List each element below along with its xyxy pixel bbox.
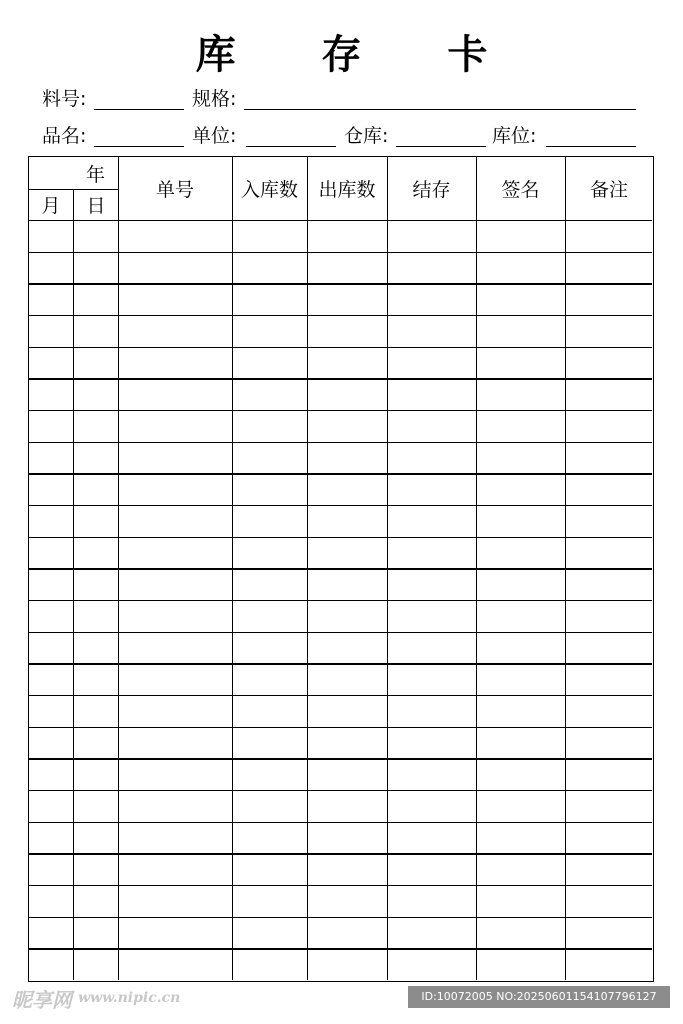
- cell-day[interactable]: [73, 410, 118, 442]
- cell-signature[interactable]: [476, 600, 565, 632]
- header-in-qty: 入库数: [240, 179, 298, 201]
- cell-day[interactable]: [73, 315, 118, 347]
- cell-in-qty[interactable]: [232, 917, 307, 949]
- cell-month[interactable]: [29, 885, 73, 917]
- cell-day[interactable]: [73, 378, 118, 410]
- cell-month[interactable]: [29, 917, 73, 949]
- item-no-label: 料号:: [42, 88, 87, 110]
- item-name-line: [94, 146, 184, 147]
- cell-in-qty[interactable]: [232, 948, 307, 980]
- table-row: [29, 283, 652, 315]
- unit-line: [246, 146, 336, 147]
- cell-doc-no[interactable]: [118, 885, 232, 917]
- cell-doc-no[interactable]: [118, 473, 232, 505]
- table-row: [29, 505, 652, 537]
- cell-out-qty[interactable]: [307, 790, 387, 822]
- warehouse-line: [396, 146, 486, 147]
- cell-doc-no[interactable]: [118, 568, 232, 600]
- cell-remarks[interactable]: [565, 695, 652, 727]
- cell-in-qty[interactable]: [232, 822, 307, 854]
- cell-day[interactable]: [73, 252, 118, 284]
- cell-balance[interactable]: [387, 663, 476, 695]
- cell-month[interactable]: [29, 600, 73, 632]
- cell-day[interactable]: [73, 790, 118, 822]
- table-row: [29, 315, 652, 347]
- location-label: 库位:: [492, 125, 537, 147]
- cell-balance[interactable]: [387, 347, 476, 379]
- cell-day[interactable]: [73, 885, 118, 917]
- cell-in-qty[interactable]: [232, 663, 307, 695]
- cell-in-qty[interactable]: [232, 537, 307, 569]
- cell-out-qty[interactable]: [307, 410, 387, 442]
- unit-label: 单位:: [192, 125, 237, 147]
- cell-out-qty[interactable]: [307, 537, 387, 569]
- header-out-qty: 出库数: [318, 179, 376, 201]
- cell-remarks[interactable]: [565, 505, 652, 537]
- cell-doc-no[interactable]: [118, 790, 232, 822]
- table-row: [29, 347, 652, 379]
- cell-doc-no[interactable]: [118, 758, 232, 790]
- table-row: [29, 758, 652, 790]
- cell-signature[interactable]: [476, 822, 565, 854]
- table-row: [29, 537, 652, 569]
- cell-balance[interactable]: [387, 283, 476, 315]
- cell-out-qty[interactable]: [307, 473, 387, 505]
- cell-out-qty[interactable]: [307, 378, 387, 410]
- cell-out-qty[interactable]: [307, 315, 387, 347]
- warehouse-label: 仓库:: [344, 125, 389, 147]
- cell-month[interactable]: [29, 220, 73, 252]
- cell-day[interactable]: [73, 727, 118, 759]
- warehouse-field[interactable]: [344, 123, 486, 149]
- cell-in-qty[interactable]: [232, 442, 307, 474]
- cell-in-qty[interactable]: [232, 347, 307, 379]
- cell-in-qty[interactable]: [232, 600, 307, 632]
- cell-day[interactable]: [73, 695, 118, 727]
- cell-month[interactable]: [29, 822, 73, 854]
- cell-balance[interactable]: [387, 220, 476, 252]
- cell-out-qty[interactable]: [307, 632, 387, 664]
- cell-signature[interactable]: [476, 283, 565, 315]
- cell-day[interactable]: [73, 632, 118, 664]
- cell-doc-no[interactable]: [118, 853, 232, 885]
- cell-signature[interactable]: [476, 252, 565, 284]
- cell-signature[interactable]: [476, 568, 565, 600]
- cell-signature[interactable]: [476, 220, 565, 252]
- cell-remarks[interactable]: [565, 410, 652, 442]
- cell-doc-no[interactable]: [118, 695, 232, 727]
- cell-month[interactable]: [29, 410, 73, 442]
- cell-remarks[interactable]: [565, 822, 652, 854]
- cell-remarks[interactable]: [565, 252, 652, 284]
- item-name-field[interactable]: [42, 123, 184, 149]
- cell-remarks[interactable]: [565, 632, 652, 664]
- table-row: [29, 442, 652, 474]
- cell-doc-no[interactable]: [118, 315, 232, 347]
- cell-in-qty[interactable]: [232, 315, 307, 347]
- cell-signature[interactable]: [476, 505, 565, 537]
- cell-out-qty[interactable]: [307, 600, 387, 632]
- site-watermark: [12, 986, 180, 1010]
- cell-remarks[interactable]: [565, 537, 652, 569]
- cell-in-qty[interactable]: [232, 790, 307, 822]
- cell-out-qty[interactable]: [307, 568, 387, 600]
- cell-out-qty[interactable]: [307, 220, 387, 252]
- cell-day[interactable]: [73, 822, 118, 854]
- cell-balance[interactable]: [387, 853, 476, 885]
- cell-signature[interactable]: [476, 695, 565, 727]
- cell-out-qty[interactable]: [307, 283, 387, 315]
- cell-month[interactable]: [29, 790, 73, 822]
- inventory-table: [28, 156, 654, 982]
- header-remarks: 备注: [589, 179, 628, 201]
- table-row: [29, 568, 652, 600]
- header-doc-no: 单号: [155, 179, 194, 201]
- cell-remarks[interactable]: [565, 758, 652, 790]
- table-row: [29, 473, 652, 505]
- cell-balance[interactable]: [387, 727, 476, 759]
- cell-doc-no[interactable]: [118, 283, 232, 315]
- cell-month[interactable]: [29, 347, 73, 379]
- header-day: 日: [86, 195, 106, 217]
- cell-month[interactable]: [29, 568, 73, 600]
- cell-signature[interactable]: [476, 885, 565, 917]
- cell-day[interactable]: [73, 568, 118, 600]
- cell-month[interactable]: [29, 378, 73, 410]
- cell-out-qty[interactable]: [307, 442, 387, 474]
- item-no-line: [94, 109, 184, 110]
- cell-signature[interactable]: [476, 410, 565, 442]
- header-balance: 结存: [412, 179, 451, 201]
- table-row: [29, 632, 652, 664]
- spec-field[interactable]: [192, 86, 636, 112]
- spec-label: 规格:: [192, 88, 237, 110]
- cell-month[interactable]: [29, 853, 73, 885]
- cell-in-qty[interactable]: [232, 853, 307, 885]
- cell-in-qty[interactable]: [232, 252, 307, 284]
- cell-signature[interactable]: [476, 442, 565, 474]
- table-row: [29, 600, 652, 632]
- cell-signature[interactable]: [476, 917, 565, 949]
- cell-doc-no[interactable]: [118, 442, 232, 474]
- cell-signature[interactable]: [476, 347, 565, 379]
- cell-balance[interactable]: [387, 790, 476, 822]
- cell-doc-no[interactable]: [118, 378, 232, 410]
- cell-month[interactable]: [29, 283, 73, 315]
- cell-doc-no[interactable]: [118, 347, 232, 379]
- cell-balance[interactable]: [387, 632, 476, 664]
- location-line: [546, 146, 636, 147]
- cell-in-qty[interactable]: [232, 695, 307, 727]
- cell-doc-no[interactable]: [118, 663, 232, 695]
- cell-balance[interactable]: [387, 442, 476, 474]
- cell-signature[interactable]: [476, 853, 565, 885]
- cell-remarks[interactable]: [565, 220, 652, 252]
- cell-day[interactable]: [73, 853, 118, 885]
- cell-out-qty[interactable]: [307, 663, 387, 695]
- cell-day[interactable]: [73, 220, 118, 252]
- cell-balance[interactable]: [387, 568, 476, 600]
- header-signature: 签名: [501, 179, 540, 201]
- cell-month[interactable]: [29, 442, 73, 474]
- table-row: [29, 885, 652, 917]
- cell-balance[interactable]: [387, 600, 476, 632]
- card-title: 库 存 卡: [195, 32, 524, 78]
- cell-in-qty[interactable]: [232, 505, 307, 537]
- cell-month[interactable]: [29, 473, 73, 505]
- cell-remarks[interactable]: [565, 442, 652, 474]
- cell-signature[interactable]: [476, 632, 565, 664]
- cell-day[interactable]: [73, 537, 118, 569]
- cell-signature[interactable]: [476, 663, 565, 695]
- cell-out-qty[interactable]: [307, 505, 387, 537]
- cell-remarks[interactable]: [565, 347, 652, 379]
- cell-in-qty[interactable]: [232, 727, 307, 759]
- table-row: [29, 378, 652, 410]
- cell-day[interactable]: [73, 505, 118, 537]
- cell-balance[interactable]: [387, 410, 476, 442]
- cell-balance[interactable]: [387, 695, 476, 727]
- cell-remarks[interactable]: [565, 885, 652, 917]
- cell-doc-no[interactable]: [118, 537, 232, 569]
- table-row: [29, 727, 652, 759]
- cell-balance[interactable]: [387, 378, 476, 410]
- cell-doc-no[interactable]: [118, 252, 232, 284]
- cell-remarks[interactable]: [565, 917, 652, 949]
- cell-in-qty[interactable]: [232, 758, 307, 790]
- header-month: 月: [41, 195, 61, 217]
- header-year: 年: [85, 163, 105, 186]
- cell-doc-no[interactable]: [118, 727, 232, 759]
- cell-month[interactable]: [29, 727, 73, 759]
- table-row: [29, 790, 652, 822]
- cell-balance[interactable]: [387, 473, 476, 505]
- item-name-label: 品名:: [42, 125, 87, 147]
- table-row: [29, 663, 652, 695]
- cell-in-qty[interactable]: [232, 632, 307, 664]
- cell-out-qty[interactable]: [307, 917, 387, 949]
- cell-month[interactable]: [29, 315, 73, 347]
- cell-balance[interactable]: [387, 948, 476, 980]
- table-row: [29, 948, 652, 980]
- cell-month[interactable]: [29, 663, 73, 695]
- cell-remarks[interactable]: [565, 378, 652, 410]
- cell-day[interactable]: [73, 758, 118, 790]
- cell-remarks[interactable]: [565, 315, 652, 347]
- table-row: [29, 853, 652, 885]
- cell-in-qty[interactable]: [232, 568, 307, 600]
- cell-day[interactable]: [73, 473, 118, 505]
- cell-day[interactable]: [73, 600, 118, 632]
- cell-signature[interactable]: [476, 758, 565, 790]
- cell-out-qty[interactable]: [307, 727, 387, 759]
- cell-doc-no[interactable]: [118, 220, 232, 252]
- cell-signature[interactable]: [476, 727, 565, 759]
- cell-out-qty[interactable]: [307, 758, 387, 790]
- table-row: [29, 220, 652, 252]
- item-no-field[interactable]: [42, 86, 184, 112]
- cell-out-qty[interactable]: [307, 695, 387, 727]
- cell-in-qty[interactable]: [232, 473, 307, 505]
- cell-balance[interactable]: [387, 315, 476, 347]
- cell-month[interactable]: [29, 252, 73, 284]
- table-row: [29, 410, 652, 442]
- location-field[interactable]: [492, 123, 636, 149]
- table-row: [29, 252, 652, 284]
- cell-month[interactable]: [29, 758, 73, 790]
- cell-balance[interactable]: [387, 537, 476, 569]
- cell-day[interactable]: [73, 283, 118, 315]
- cell-in-qty[interactable]: [232, 283, 307, 315]
- cell-month[interactable]: [29, 695, 73, 727]
- cell-signature[interactable]: [476, 790, 565, 822]
- watermark-site: www.nipic.cn: [78, 990, 181, 1006]
- cell-doc-no[interactable]: [118, 410, 232, 442]
- cell-out-qty[interactable]: [307, 853, 387, 885]
- cell-balance[interactable]: [387, 505, 476, 537]
- cell-day[interactable]: [73, 948, 118, 980]
- cell-month[interactable]: [29, 505, 73, 537]
- cell-signature[interactable]: [476, 537, 565, 569]
- cell-remarks[interactable]: [565, 663, 652, 695]
- cell-balance[interactable]: [387, 822, 476, 854]
- cell-signature[interactable]: [476, 948, 565, 980]
- cell-remarks[interactable]: [565, 948, 652, 980]
- cell-day[interactable]: [73, 442, 118, 474]
- cell-remarks[interactable]: [565, 853, 652, 885]
- cell-doc-no[interactable]: [118, 822, 232, 854]
- cell-balance[interactable]: [387, 758, 476, 790]
- cell-out-qty[interactable]: [307, 822, 387, 854]
- cell-out-qty[interactable]: [307, 948, 387, 980]
- cell-balance[interactable]: [387, 252, 476, 284]
- cell-out-qty[interactable]: [307, 347, 387, 379]
- cell-signature[interactable]: [476, 315, 565, 347]
- watermark-brand: 昵享网: [12, 987, 72, 1012]
- cell-in-qty[interactable]: [232, 378, 307, 410]
- cell-remarks[interactable]: [565, 568, 652, 600]
- cell-month[interactable]: [29, 632, 73, 664]
- watermark-id-badge: ID:10072005 NO:20250601154107796127: [408, 986, 670, 1008]
- cell-remarks[interactable]: [565, 283, 652, 315]
- cell-out-qty[interactable]: [307, 252, 387, 284]
- cell-in-qty[interactable]: [232, 885, 307, 917]
- cell-balance[interactable]: [387, 917, 476, 949]
- cell-month[interactable]: [29, 537, 73, 569]
- cell-balance[interactable]: [387, 885, 476, 917]
- cell-day[interactable]: [73, 663, 118, 695]
- cell-day[interactable]: [73, 917, 118, 949]
- cell-month[interactable]: [29, 948, 73, 980]
- unit-field[interactable]: [192, 123, 336, 149]
- cell-remarks[interactable]: [565, 600, 652, 632]
- cell-doc-no[interactable]: [118, 917, 232, 949]
- table-row: [29, 917, 652, 949]
- cell-signature[interactable]: [476, 378, 565, 410]
- cell-remarks[interactable]: [565, 727, 652, 759]
- cell-out-qty[interactable]: [307, 885, 387, 917]
- cell-in-qty[interactable]: [232, 220, 307, 252]
- cell-doc-no[interactable]: [118, 600, 232, 632]
- cell-in-qty[interactable]: [232, 410, 307, 442]
- cell-day[interactable]: [73, 347, 118, 379]
- spec-line: [244, 109, 636, 110]
- cell-doc-no[interactable]: [118, 505, 232, 537]
- table-row: [29, 695, 652, 727]
- cell-remarks[interactable]: [565, 790, 652, 822]
- cell-signature[interactable]: [476, 473, 565, 505]
- cell-remarks[interactable]: [565, 473, 652, 505]
- cell-doc-no[interactable]: [118, 948, 232, 980]
- table-row: [29, 822, 652, 854]
- cell-doc-no[interactable]: [118, 632, 232, 664]
